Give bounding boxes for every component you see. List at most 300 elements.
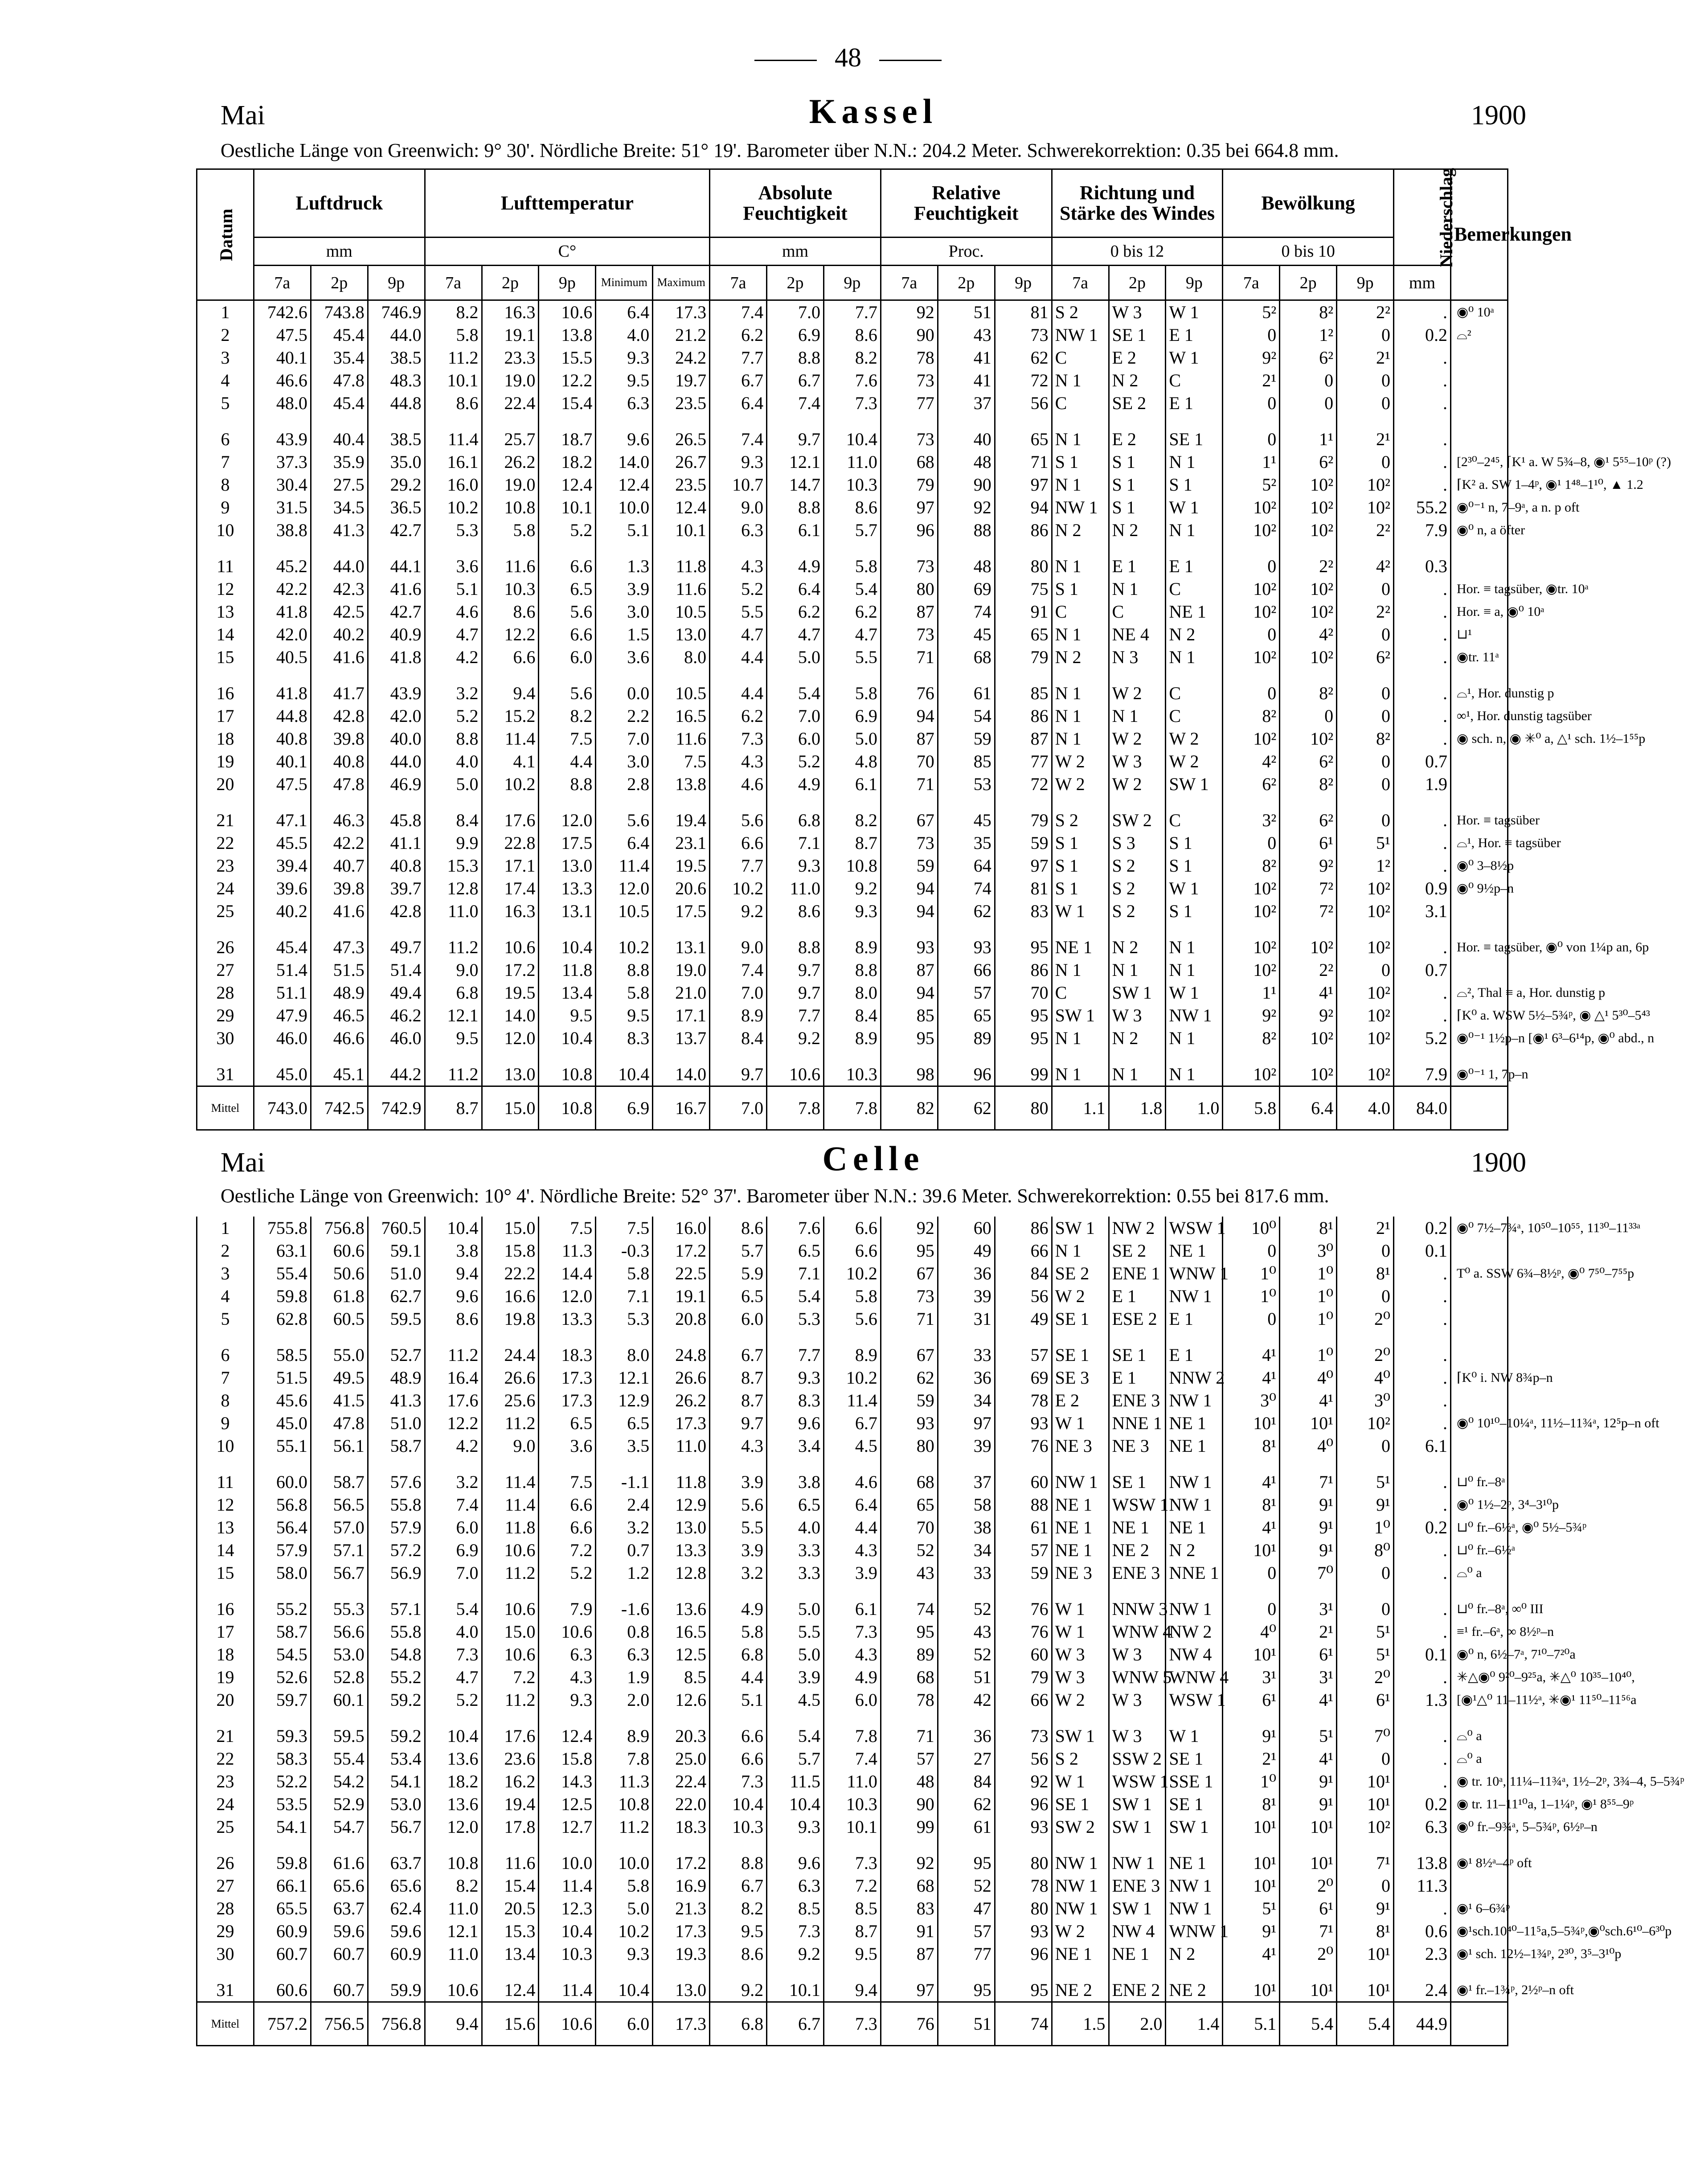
table-cell: 56 (995, 1747, 1052, 1770)
table-cell: 12.1 (425, 1920, 482, 1942)
table-cell: NNW 3 (1109, 1584, 1166, 1620)
table-cell: 7.4 (767, 392, 824, 414)
table-cell: 3.3 (767, 1539, 824, 1561)
table-cell: 13.4 (482, 1942, 539, 1965)
table-cell: 8.2 (710, 1897, 767, 1920)
table-cell: 81 (995, 300, 1052, 324)
table-cell: 45 (938, 623, 995, 646)
table-cell: 11.6 (653, 578, 710, 600)
table-cell: 10.5 (653, 668, 710, 705)
table-cell: S 1 (1166, 900, 1223, 922)
table-cell: 4¹ (1280, 1389, 1337, 1412)
table-cell: 7⁰ (1280, 1561, 1337, 1584)
table-cell: NE 1 (1166, 1239, 1223, 1262)
table-cell: 20.5 (482, 1897, 539, 1920)
table-cell: 46.9 (368, 773, 425, 795)
table-cell: 4.9 (767, 773, 824, 795)
table-cell: 5.2 (539, 1561, 596, 1584)
table-cell: 0 (1337, 1874, 1394, 1897)
table-cell: 2² (1280, 541, 1337, 578)
table-cell: 85 (995, 668, 1052, 705)
table-cell: 57.2 (368, 1539, 425, 1561)
table-cell: 7¹ (1280, 1457, 1337, 1493)
table-cell: 9 (197, 1412, 254, 1434)
table-cell: 9¹ (1280, 1516, 1337, 1539)
mean-row (197, 2002, 1508, 2046)
table-cell: 0 (1223, 324, 1280, 346)
table-cell: 7.5 (653, 750, 710, 773)
table-cell: WSW 1 (1109, 1770, 1166, 1793)
table-cell: 10² (1337, 1027, 1394, 1049)
table-row (197, 854, 1508, 877)
table-cell: 15.5 (539, 346, 596, 369)
table-cell: 21.3 (653, 1897, 710, 1920)
table-cell: N 1 (1052, 727, 1109, 750)
table-cell: 19 (197, 750, 254, 773)
unit-temperatur: C° (425, 238, 710, 266)
table-cell: 41.1 (368, 832, 425, 854)
table-row (197, 496, 1508, 519)
table-cell: 35.4 (311, 346, 368, 369)
table-cell: 16.3 (482, 300, 539, 324)
table-cell: 46.6 (311, 1027, 368, 1049)
table-cell: 11.2 (482, 1412, 539, 1434)
table-cell: 61.6 (311, 1838, 368, 1874)
table-cell: 11.3 (596, 1770, 653, 1793)
table-cell: 10.4 (596, 1049, 653, 1086)
table-cell: 21.2 (653, 324, 710, 346)
table-cell: 62 (995, 346, 1052, 369)
table-cell: 24.4 (482, 1330, 539, 1366)
table-cell: SW 1 (1166, 773, 1223, 795)
table-cell: 20 (197, 1688, 254, 1711)
table-cell: . (1394, 1747, 1451, 1770)
table-cell: 7.0 (710, 981, 767, 1004)
table-cell: 57 (995, 1330, 1052, 1366)
table-cell: 36 (938, 1366, 995, 1389)
table-cell: SW 1 (1109, 981, 1166, 1004)
table-cell: 54.2 (311, 1770, 368, 1793)
table-cell: 22 (197, 1747, 254, 1770)
table-cell: 1⁰ (1223, 1285, 1280, 1307)
table-cell: 88 (938, 519, 995, 541)
table-cell: Hor. ≡ tagsüber, ◉⁰ von 1¼p an, 6p (1450, 922, 1508, 959)
table-cell: 21.0 (653, 981, 710, 1004)
table-cell: 31.5 (254, 496, 311, 519)
table-cell (1450, 773, 1508, 795)
table-cell: 15.0 (482, 1217, 539, 1239)
table-cell: 19.3 (653, 1942, 710, 1965)
table-cell: 9.5 (596, 1004, 653, 1027)
table-cell: 31 (938, 1307, 995, 1330)
table-cell: 10.3 (539, 1942, 596, 1965)
table-cell: ◉¹ 6–6¾ᵖ (1450, 1897, 1508, 1920)
table-cell: 6.5 (710, 1285, 767, 1307)
table-cell: 13.8 (539, 324, 596, 346)
table-cell: 1.9 (596, 1666, 653, 1688)
subheader-t9: 9p (539, 266, 596, 300)
table-cell: 69 (995, 1366, 1052, 1389)
table-cell: . (1394, 1584, 1451, 1620)
station-header-kassel (221, 92, 1526, 131)
table-cell: W 1 (1166, 877, 1223, 900)
table-cell: 39.7 (368, 877, 425, 900)
table-cell: 74 (938, 600, 995, 623)
table-cell: [2³⁰–2⁴⁵, ⌈K¹ a. W 5¾–8, ◉¹ 5⁵⁵–10ᵖ (?) (1450, 451, 1508, 473)
table-cell: ◉⁰ n, 6½–7ᵃ, 7¹⁰–7²⁰a (1450, 1643, 1508, 1666)
table-cell: 12.1 (767, 451, 824, 473)
table-cell: 99 (995, 1049, 1052, 1086)
table-cell: 6.5 (767, 1493, 824, 1516)
table-cell: 15.4 (482, 1874, 539, 1897)
table-row (197, 1516, 1508, 1539)
table-cell: 79 (881, 473, 938, 496)
table-cell: 9.4 (482, 668, 539, 705)
table-cell (1450, 1239, 1508, 1262)
table-cell: 25.6 (482, 1389, 539, 1412)
table-cell: 7⁰ (1337, 1711, 1394, 1747)
table-cell: NW 1 (1166, 1897, 1223, 1920)
table-cell: SW 2 (1109, 795, 1166, 832)
table-cell: 8.8 (767, 496, 824, 519)
table-cell: 17 (197, 1620, 254, 1643)
table-row (197, 1217, 1508, 1239)
table-cell: 73 (881, 623, 938, 646)
table-cell: 12.2 (482, 623, 539, 646)
table-cell: 9.5 (823, 1942, 881, 1965)
table-cell: 55.8 (368, 1620, 425, 1643)
table-cell: 5.7 (710, 1239, 767, 1262)
table-cell: 15 (197, 646, 254, 668)
table-cell: N 1 (1052, 623, 1109, 646)
table-cell: 39.8 (311, 877, 368, 900)
table-cell: 47.8 (311, 1412, 368, 1434)
table-cell: N 1 (1052, 668, 1109, 705)
table-cell: 0 (1337, 1434, 1394, 1457)
table-cell: S 1 (1166, 854, 1223, 877)
table-cell: 8.9 (823, 922, 881, 959)
table-cell: 21 (197, 1711, 254, 1747)
table-cell: W 1 (1052, 1584, 1109, 1620)
table-cell: 17.3 (653, 1920, 710, 1942)
table-row (197, 1004, 1508, 1027)
table-cell (1450, 1307, 1508, 1330)
table-row (197, 1366, 1508, 1389)
table-cell: 59.9 (368, 1965, 425, 2002)
table-cell: ◉⁰ 3–8½p (1450, 854, 1508, 877)
table-cell: . (1394, 981, 1451, 1004)
table-cell: 62.7 (368, 1285, 425, 1307)
table-cell: 11.0 (425, 900, 482, 922)
table-cell: 10.6 (767, 1049, 824, 1086)
table-cell: 25.7 (482, 414, 539, 451)
table-cell: 62 (938, 900, 995, 922)
table-cell: 84 (995, 1262, 1052, 1285)
table-row (197, 300, 1508, 324)
table-cell: 18.7 (539, 414, 596, 451)
table-cell: 6.3 (596, 392, 653, 414)
table-cell: 22.5 (653, 1262, 710, 1285)
table-cell: 10² (1337, 1815, 1394, 1838)
table-cell: W 2 (1109, 727, 1166, 750)
table-cell: 8.8 (596, 959, 653, 981)
table-cell: ⌈K² a. SW 1–4ᵖ, ◉¹ 1⁴⁸–1¹⁰, ▲ 1.2 (1450, 473, 1508, 496)
mean-cell: 742.9 (368, 1086, 425, 1130)
table-cell: 16.5 (653, 705, 710, 727)
table-cell: 17.2 (482, 959, 539, 981)
table-cell: SE 2 (1109, 1239, 1166, 1262)
mean-cell (1450, 1086, 1508, 1130)
table-cell: . (1394, 1493, 1451, 1516)
table-cell: 79 (995, 795, 1052, 832)
table-cell: 7.4 (710, 414, 767, 451)
table-cell: 73 (881, 369, 938, 392)
table-cell: 95 (938, 1838, 995, 1874)
table-cell: 43 (938, 324, 995, 346)
table-cell: 8¹ (1223, 1493, 1280, 1516)
table-cell: 11.0 (823, 451, 881, 473)
table-cell: 5.9 (710, 1262, 767, 1285)
table-cell: 55.3 (311, 1584, 368, 1620)
table-cell: 47.9 (254, 1004, 311, 1027)
col-bemerkungen: Bemerkungen (1450, 169, 1508, 300)
table-cell: 42.7 (368, 519, 425, 541)
table-cell: 10² (1223, 959, 1280, 981)
table-cell: 61 (938, 1815, 995, 1838)
table-cell: 36.5 (368, 496, 425, 519)
table-cell: 7.3 (710, 727, 767, 750)
table-cell: 48 (938, 541, 995, 578)
table-cell: 4² (1337, 541, 1394, 578)
table-cell: 24 (197, 877, 254, 900)
mean-label: Mittel (197, 2002, 254, 2046)
table-cell: 6.7 (710, 1330, 767, 1366)
table-cell: 58.5 (254, 1330, 311, 1366)
table-cell: . (1394, 473, 1451, 496)
table-cell: 26.5 (653, 414, 710, 451)
table-cell: 57.1 (311, 1539, 368, 1561)
station-header-celle (221, 1139, 1526, 1179)
table-cell: W 1 (1166, 496, 1223, 519)
table-cell: 5.0 (425, 773, 482, 795)
table-cell: 6.4 (596, 300, 653, 324)
table-cell: 10.4 (539, 1920, 596, 1942)
table-cell: ⊔⁰ fr.–6½ᵃ, ◉⁰ 5½–5¾ᵖ (1450, 1516, 1508, 1539)
table-cell: 5.0 (767, 1584, 824, 1620)
table-cell: 34 (938, 1389, 995, 1412)
table-cell: 48 (938, 451, 995, 473)
table-cell: 4.2 (425, 646, 482, 668)
table-cell: ◉⁰ 10¹⁰–10¼ᵃ, 11½–11¾ᵃ, 12⁵p–n oft (1450, 1412, 1508, 1434)
table-cell: 54.1 (254, 1815, 311, 1838)
table-cell: 92 (881, 1217, 938, 1239)
table-cell: 2.8 (596, 773, 653, 795)
table-cell: ⌓⁰ a (1450, 1711, 1508, 1747)
mean-cell: 17.3 (653, 2002, 710, 2046)
table-cell: 58.0 (254, 1561, 311, 1584)
table-cell: 10² (1280, 646, 1337, 668)
table-cell: 0 (1223, 1561, 1280, 1584)
table-cell: 6.0 (710, 1307, 767, 1330)
col-rel-feuchtigkeit: Relative Feuchtigkeit (881, 169, 1052, 238)
table-cell: 6.0 (425, 1516, 482, 1539)
table-cell: 2⁰ (1337, 1330, 1394, 1366)
table-cell: 56.4 (254, 1516, 311, 1539)
table-cell: 8.0 (823, 981, 881, 1004)
table-cell: 11.4 (482, 727, 539, 750)
table-cell: W 3 (1109, 750, 1166, 773)
table-cell: 6 (197, 1330, 254, 1366)
table-cell: N 1 (1166, 1049, 1223, 1086)
table-cell: 1.5 (596, 623, 653, 646)
table-cell: NW 1 (1166, 1457, 1223, 1493)
table-cell: 8¹ (1223, 1793, 1280, 1815)
table-cell: ◉ sch. n, ◉ ✳⁰ a, △¹ sch. 1½–1⁵⁵p (1450, 727, 1508, 750)
table-cell: 30 (197, 1942, 254, 1965)
table-cell: W 3 (1109, 1688, 1166, 1711)
table-cell: 68 (881, 1874, 938, 1897)
table-cell: 68 (938, 646, 995, 668)
table-cell: -0.3 (596, 1239, 653, 1262)
table-cell: 11.3 (539, 1239, 596, 1262)
table-cell: 23.1 (653, 832, 710, 854)
table-row (197, 1666, 1508, 1688)
table-cell: 6.6 (482, 646, 539, 668)
table-cell: ⊔¹ (1450, 623, 1508, 646)
table-cell: ENE 2 (1109, 1965, 1166, 2002)
table-cell: N 2 (1052, 646, 1109, 668)
table-cell: NW 4 (1109, 1920, 1166, 1942)
table-cell: 19.1 (653, 1285, 710, 1307)
table-cell: 7.4 (425, 1493, 482, 1516)
table-cell: 760.5 (368, 1217, 425, 1239)
table-cell: 4⁰ (1337, 1366, 1394, 1389)
page-number: 48 (0, 42, 1696, 73)
table-cell: 73 (995, 324, 1052, 346)
table-cell: 41.8 (254, 668, 311, 705)
table-cell: 3.8 (767, 1457, 824, 1493)
table-cell: 8.7 (710, 1366, 767, 1389)
table-cell: 36 (938, 1262, 995, 1285)
table-cell: 73 (881, 832, 938, 854)
table-cell: 3.9 (767, 1666, 824, 1688)
table-cell: 8¹ (1223, 1434, 1280, 1457)
table-cell: 19.0 (482, 473, 539, 496)
table-cell: 9.3 (596, 346, 653, 369)
table-cell: 0.2 (1394, 324, 1451, 346)
table-row (197, 600, 1508, 623)
table-cell: 18.2 (539, 451, 596, 473)
unit-wind: 0 bis 12 (1052, 238, 1223, 266)
table-cell: . (1394, 922, 1451, 959)
mean-cell: 82 (881, 1086, 938, 1130)
table-cell: 30 (197, 1027, 254, 1049)
table-cell: 63.7 (368, 1838, 425, 1874)
table-cell: . (1394, 1412, 1451, 1434)
table-cell: S 1 (1109, 496, 1166, 519)
table-cell: 78 (881, 1688, 938, 1711)
mean-cell: 7.8 (823, 1086, 881, 1130)
table-cell: 10² (1337, 877, 1394, 900)
table-cell: E 2 (1052, 1389, 1109, 1412)
table-cell: 2² (1337, 519, 1394, 541)
table-cell: 51.0 (368, 1412, 425, 1434)
table-cell: SE 1 (1166, 1747, 1223, 1770)
mean-cell: 757.2 (254, 2002, 311, 2046)
table-cell: 7.7 (823, 300, 881, 324)
table-row (197, 922, 1508, 959)
table-cell: 6 (197, 414, 254, 451)
table-cell: 8² (1223, 854, 1280, 877)
table-cell: 5.1 (710, 1688, 767, 1711)
subheader-t9: 9p (1337, 266, 1394, 300)
table-row (197, 1434, 1508, 1457)
table-cell: 0 (1337, 1239, 1394, 1262)
table-cell: NE 1 (1109, 1942, 1166, 1965)
table-cell: 60.9 (254, 1920, 311, 1942)
table-cell: 11.0 (425, 1897, 482, 1920)
table-cell: 95 (995, 1004, 1052, 1027)
table-cell: C (1166, 705, 1223, 727)
table-cell: 11.8 (482, 1516, 539, 1539)
table-cell: 17.6 (482, 795, 539, 832)
table-cell: 9¹ (1280, 1493, 1337, 1516)
table-cell (1450, 900, 1508, 922)
table-cell: 28 (197, 1897, 254, 1920)
table-cell: ⊔⁰ fr.–6½ᵃ (1450, 1539, 1508, 1561)
table-cell: 2² (1337, 300, 1394, 324)
table-cell: 4.9 (710, 1584, 767, 1620)
table-cell: ⌓⁰ a (1450, 1561, 1508, 1584)
table-cell: N 2 (1166, 623, 1223, 646)
subheader-t7: 7a (254, 266, 311, 300)
table-cell: 11.3 (1394, 1874, 1451, 1897)
table-cell: 10¹ (1337, 1942, 1394, 1965)
table-cell: 5.5 (710, 1516, 767, 1539)
table-cell: 66.1 (254, 1874, 311, 1897)
table-cell: SW 1 (1166, 1815, 1223, 1838)
table-cell: 86 (995, 519, 1052, 541)
table-cell: 41.5 (311, 1389, 368, 1412)
mean-cell: 15.0 (482, 1086, 539, 1130)
table-cell: 88 (995, 1493, 1052, 1516)
table-cell: ⌓² (1450, 324, 1508, 346)
table-cell: S 1 (1109, 473, 1166, 496)
table-cell: 10² (1223, 519, 1280, 541)
table-cell: 16.9 (653, 1874, 710, 1897)
table-cell: N 1 (1052, 541, 1109, 578)
table-cell: SE 1 (1166, 1793, 1223, 1815)
table-cell: 10.8 (425, 1838, 482, 1874)
table-cell: 8.9 (596, 1711, 653, 1747)
table-cell: 94 (881, 900, 938, 922)
table-cell: 10¹ (1337, 1770, 1394, 1793)
table-cell: ◉⁰⁻¹ n, 7–9ᵃ, a n. p oft (1450, 496, 1508, 519)
table-row (197, 1389, 1508, 1412)
table-cell: NW 1 (1166, 1389, 1223, 1412)
table-cell: W 1 (1052, 1620, 1109, 1643)
mean-cell: 62 (938, 1086, 995, 1130)
table-cell: 16.1 (425, 451, 482, 473)
table-cell: 11 (197, 541, 254, 578)
table-cell: 70 (995, 981, 1052, 1004)
table-cell: 54.7 (311, 1815, 368, 1838)
mean-cell: 10.6 (539, 2002, 596, 2046)
table-cell: SE 1 (1109, 1330, 1166, 1366)
table-cell: 10.4 (767, 1793, 824, 1815)
table-cell (1450, 1434, 1508, 1457)
table-cell: 6.4 (823, 1493, 881, 1516)
